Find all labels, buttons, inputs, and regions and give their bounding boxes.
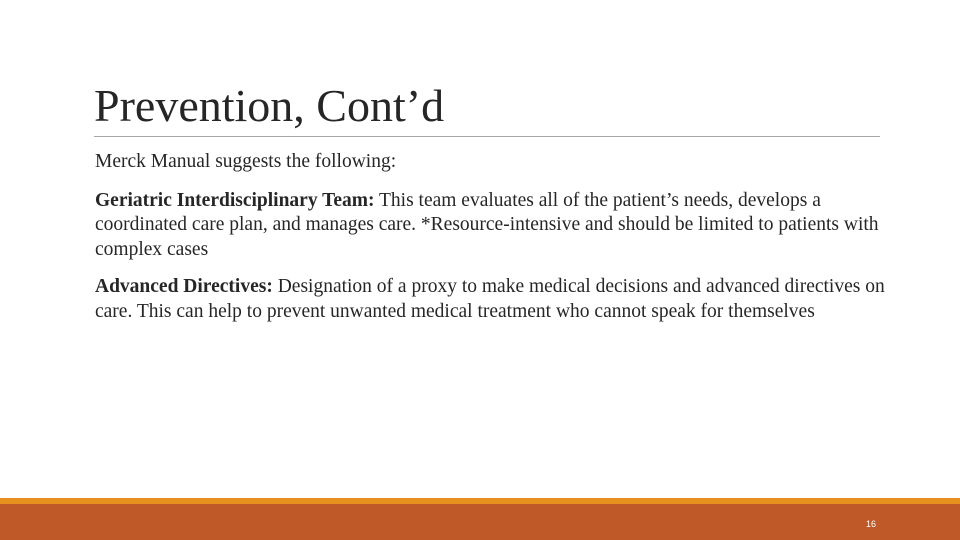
title-divider: [94, 136, 880, 137]
item-description: This team evaluates all of the patient’s needs, develops a coordinated care plan, and manages care. *Resource-intensive and should be limited to patients with complex cases: [95, 189, 879, 260]
item-term: Geriatric Interdisciplinary Team:: [95, 189, 375, 211]
list-item-advanced-directives: [95, 275, 885, 324]
item-term: Advanced Directives:: [95, 276, 273, 297]
slide-title: Prevention, Cont’d: [94, 80, 445, 131]
slide-number: 16: [865, 519, 876, 529]
footer-bar: [0, 504, 960, 540]
slide-body: [95, 150, 885, 337]
intro-text: Merck Manual suggests the following:: [95, 151, 397, 172]
item-description: Designation of a proxy to make medical decisions and advanced directives on care. This can help to prevent unwanted medical treatment who cannot speak for themselves: [95, 276, 885, 322]
list-item-geriatric-team: [95, 189, 885, 263]
